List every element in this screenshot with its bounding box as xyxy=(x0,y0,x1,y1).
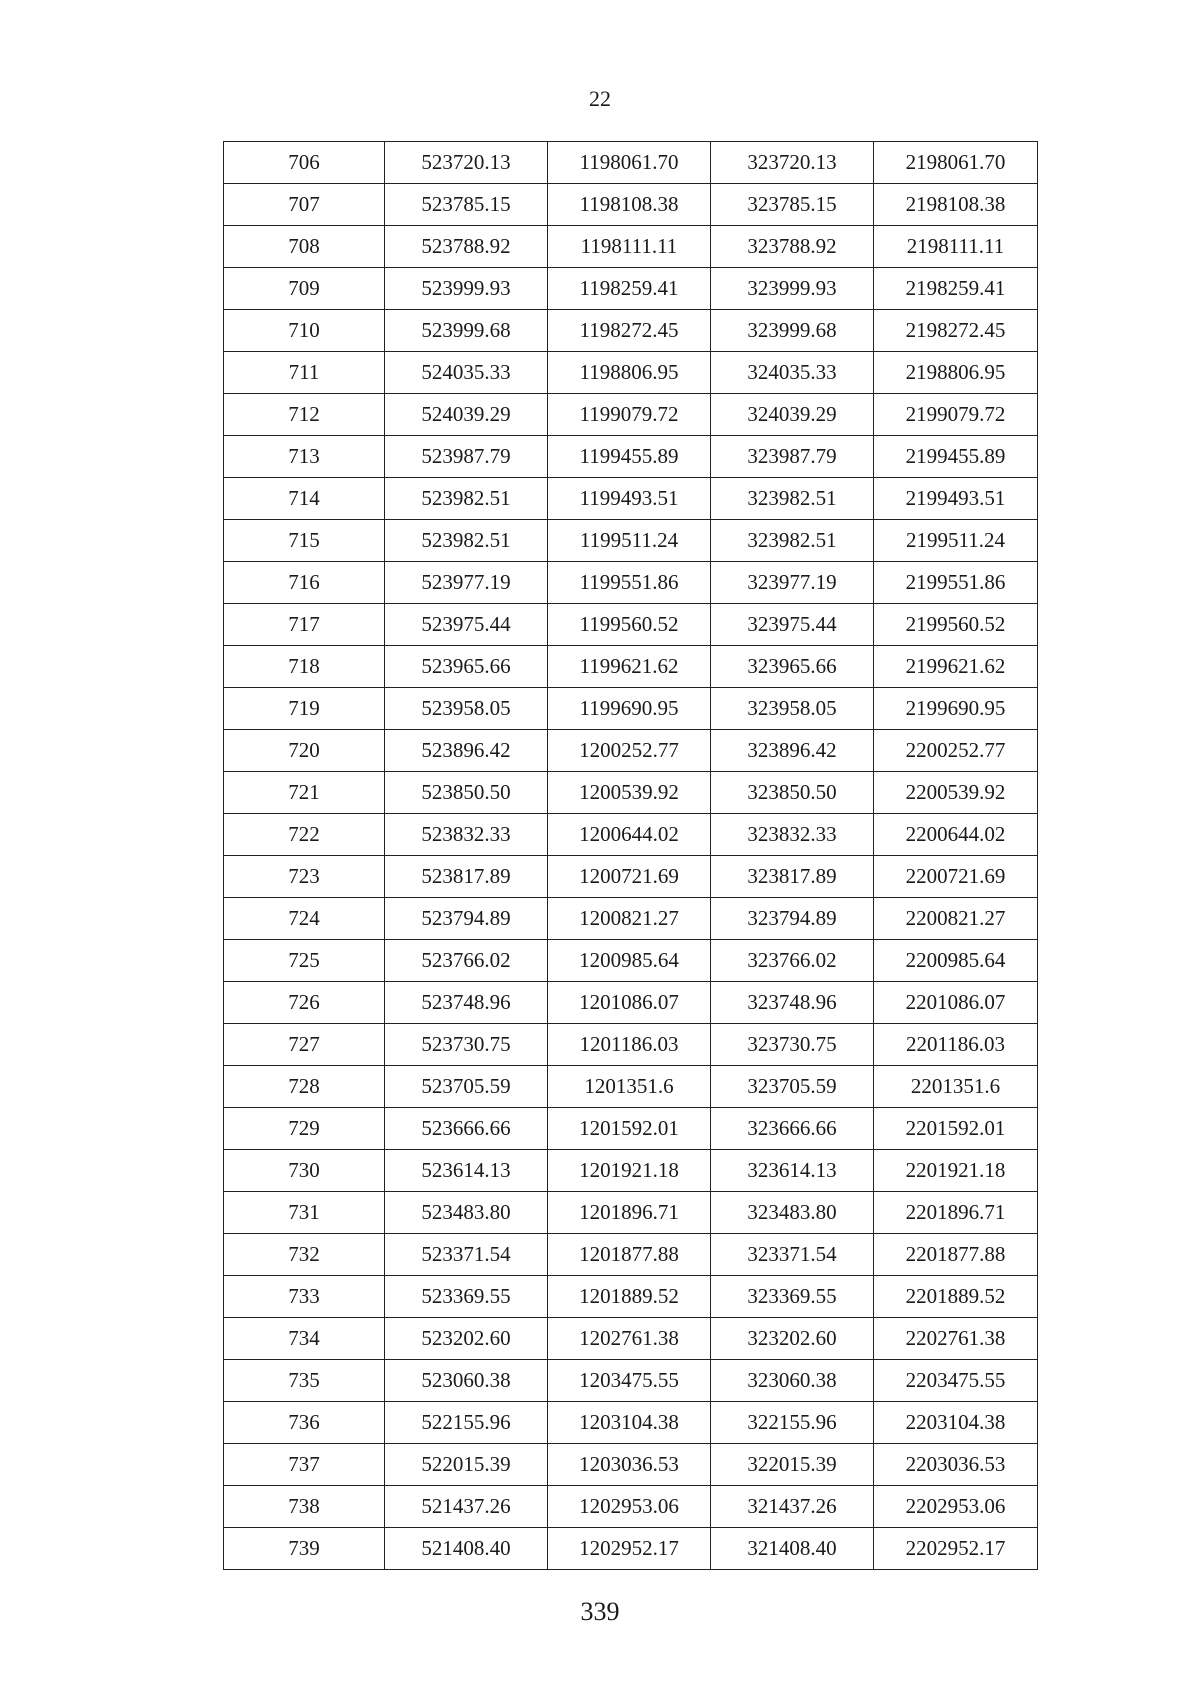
coord-b-cell: 1200644.02 xyxy=(548,814,711,856)
coord-b-cell: 1199493.51 xyxy=(548,478,711,520)
coord-c-cell: 323705.59 xyxy=(711,1066,874,1108)
coord-a-cell: 523369.55 xyxy=(385,1276,548,1318)
table-row xyxy=(224,1108,1038,1150)
coord-c-cell: 323371.54 xyxy=(711,1234,874,1276)
coord-c-cell: 323975.44 xyxy=(711,604,874,646)
coord-a-cell: 523999.68 xyxy=(385,310,548,352)
coordinate-table-body xyxy=(224,142,1038,1570)
coord-c-cell: 323896.42 xyxy=(711,730,874,772)
coord-b-cell: 1198259.41 xyxy=(548,268,711,310)
point-number-cell: 713 xyxy=(224,436,385,478)
coord-d-cell: 2201351.6 xyxy=(874,1066,1038,1108)
coord-d-cell: 2203036.53 xyxy=(874,1444,1038,1486)
point-number-cell: 714 xyxy=(224,478,385,520)
coord-a-cell: 523982.51 xyxy=(385,520,548,562)
point-number-cell: 722 xyxy=(224,814,385,856)
point-number-cell: 706 xyxy=(224,142,385,184)
coord-b-cell: 1201889.52 xyxy=(548,1276,711,1318)
coord-b-cell: 1201351.6 xyxy=(548,1066,711,1108)
coord-b-cell: 1201921.18 xyxy=(548,1150,711,1192)
point-number-cell: 710 xyxy=(224,310,385,352)
table-row xyxy=(224,688,1038,730)
coord-a-cell: 523202.60 xyxy=(385,1318,548,1360)
table-row xyxy=(224,982,1038,1024)
table-row xyxy=(224,394,1038,436)
coord-c-cell: 323748.96 xyxy=(711,982,874,1024)
coord-b-cell: 1201877.88 xyxy=(548,1234,711,1276)
table-row xyxy=(224,142,1038,184)
coord-a-cell: 523705.59 xyxy=(385,1066,548,1108)
point-number-cell: 720 xyxy=(224,730,385,772)
coord-b-cell: 1199690.95 xyxy=(548,688,711,730)
point-number-cell: 711 xyxy=(224,352,385,394)
table-row xyxy=(224,268,1038,310)
point-number-cell: 733 xyxy=(224,1276,385,1318)
coordinate-table xyxy=(223,141,1038,1570)
point-number-cell: 739 xyxy=(224,1528,385,1570)
coord-a-cell: 523730.75 xyxy=(385,1024,548,1066)
point-number-cell: 738 xyxy=(224,1486,385,1528)
coord-d-cell: 2202761.38 xyxy=(874,1318,1038,1360)
coord-d-cell: 2199493.51 xyxy=(874,478,1038,520)
point-number-cell: 730 xyxy=(224,1150,385,1192)
coord-b-cell: 1201086.07 xyxy=(548,982,711,1024)
coord-a-cell: 523666.66 xyxy=(385,1108,548,1150)
coord-b-cell: 1203475.55 xyxy=(548,1360,711,1402)
table-row xyxy=(224,1528,1038,1570)
coord-d-cell: 2201896.71 xyxy=(874,1192,1038,1234)
coord-a-cell: 523817.89 xyxy=(385,856,548,898)
point-number-cell: 725 xyxy=(224,940,385,982)
coord-d-cell: 2198111.11 xyxy=(874,226,1038,268)
point-number-cell: 735 xyxy=(224,1360,385,1402)
coord-c-cell: 323785.15 xyxy=(711,184,874,226)
table-row xyxy=(224,520,1038,562)
coord-d-cell: 2200821.27 xyxy=(874,898,1038,940)
coord-b-cell: 1200539.92 xyxy=(548,772,711,814)
table-row xyxy=(224,1276,1038,1318)
coord-d-cell: 2199560.52 xyxy=(874,604,1038,646)
table-row xyxy=(224,856,1038,898)
coord-c-cell: 323202.60 xyxy=(711,1318,874,1360)
coord-d-cell: 2199551.86 xyxy=(874,562,1038,604)
point-number-cell: 726 xyxy=(224,982,385,1024)
coord-a-cell: 523748.96 xyxy=(385,982,548,1024)
coord-c-cell: 323832.33 xyxy=(711,814,874,856)
coord-d-cell: 2200985.64 xyxy=(874,940,1038,982)
table-row xyxy=(224,1318,1038,1360)
coord-c-cell: 323977.19 xyxy=(711,562,874,604)
table-row xyxy=(224,898,1038,940)
coord-b-cell: 1202953.06 xyxy=(548,1486,711,1528)
coord-c-cell: 323788.92 xyxy=(711,226,874,268)
table-row xyxy=(224,1486,1038,1528)
coord-a-cell: 523977.19 xyxy=(385,562,548,604)
point-number-cell: 715 xyxy=(224,520,385,562)
coord-a-cell: 523060.38 xyxy=(385,1360,548,1402)
table-row xyxy=(224,814,1038,856)
coord-b-cell: 1199621.62 xyxy=(548,646,711,688)
coord-b-cell: 1201592.01 xyxy=(548,1108,711,1150)
coord-d-cell: 2198806.95 xyxy=(874,352,1038,394)
coord-b-cell: 1200985.64 xyxy=(548,940,711,982)
point-number-cell: 716 xyxy=(224,562,385,604)
coord-b-cell: 1202761.38 xyxy=(548,1318,711,1360)
coord-d-cell: 2201877.88 xyxy=(874,1234,1038,1276)
coord-b-cell: 1201896.71 xyxy=(548,1192,711,1234)
coord-b-cell: 1198272.45 xyxy=(548,310,711,352)
point-number-cell: 724 xyxy=(224,898,385,940)
coord-b-cell: 1198111.11 xyxy=(548,226,711,268)
coord-a-cell: 523850.50 xyxy=(385,772,548,814)
point-number-cell: 717 xyxy=(224,604,385,646)
point-number-cell: 737 xyxy=(224,1444,385,1486)
point-number-cell: 712 xyxy=(224,394,385,436)
coord-b-cell: 1200821.27 xyxy=(548,898,711,940)
coord-c-cell: 323666.66 xyxy=(711,1108,874,1150)
coord-c-cell: 323999.68 xyxy=(711,310,874,352)
table-row xyxy=(224,436,1038,478)
coord-b-cell: 1199551.86 xyxy=(548,562,711,604)
coord-a-cell: 523614.13 xyxy=(385,1150,548,1192)
coord-c-cell: 323982.51 xyxy=(711,478,874,520)
coord-b-cell: 1199455.89 xyxy=(548,436,711,478)
coord-b-cell: 1199079.72 xyxy=(548,394,711,436)
coord-d-cell: 2200721.69 xyxy=(874,856,1038,898)
coord-d-cell: 2201592.01 xyxy=(874,1108,1038,1150)
page-footer-number: 339 xyxy=(580,1597,620,1626)
coord-d-cell: 2199511.24 xyxy=(874,520,1038,562)
coord-a-cell: 523794.89 xyxy=(385,898,548,940)
coord-c-cell: 323817.89 xyxy=(711,856,874,898)
table-row xyxy=(224,562,1038,604)
coord-c-cell: 323720.13 xyxy=(711,142,874,184)
coord-b-cell: 1198061.70 xyxy=(548,142,711,184)
coord-c-cell: 324039.29 xyxy=(711,394,874,436)
point-number-cell: 723 xyxy=(224,856,385,898)
coord-c-cell: 323794.89 xyxy=(711,898,874,940)
coord-d-cell: 2202952.17 xyxy=(874,1528,1038,1570)
coord-a-cell: 523720.13 xyxy=(385,142,548,184)
point-number-cell: 729 xyxy=(224,1108,385,1150)
point-number-cell: 736 xyxy=(224,1402,385,1444)
table-row xyxy=(224,604,1038,646)
coord-d-cell: 2199079.72 xyxy=(874,394,1038,436)
coord-a-cell: 523371.54 xyxy=(385,1234,548,1276)
coord-a-cell: 523982.51 xyxy=(385,478,548,520)
coord-c-cell: 323730.75 xyxy=(711,1024,874,1066)
point-number-cell: 727 xyxy=(224,1024,385,1066)
table-row xyxy=(224,1192,1038,1234)
coord-b-cell: 1203104.38 xyxy=(548,1402,711,1444)
coord-a-cell: 523896.42 xyxy=(385,730,548,772)
coord-a-cell: 523965.66 xyxy=(385,646,548,688)
coord-a-cell: 523832.33 xyxy=(385,814,548,856)
coord-b-cell: 1202952.17 xyxy=(548,1528,711,1570)
coord-b-cell: 1198108.38 xyxy=(548,184,711,226)
coord-d-cell: 2201086.07 xyxy=(874,982,1038,1024)
coord-a-cell: 523788.92 xyxy=(385,226,548,268)
table-row xyxy=(224,1360,1038,1402)
coord-a-cell: 521408.40 xyxy=(385,1528,548,1570)
coord-b-cell: 1203036.53 xyxy=(548,1444,711,1486)
point-number-cell: 734 xyxy=(224,1318,385,1360)
table-row xyxy=(224,1150,1038,1192)
coord-c-cell: 323060.38 xyxy=(711,1360,874,1402)
coord-d-cell: 2199690.95 xyxy=(874,688,1038,730)
coord-d-cell: 2198272.45 xyxy=(874,310,1038,352)
coord-b-cell: 1200721.69 xyxy=(548,856,711,898)
table-row xyxy=(224,1444,1038,1486)
coord-c-cell: 322155.96 xyxy=(711,1402,874,1444)
coord-c-cell: 323766.02 xyxy=(711,940,874,982)
coord-a-cell: 523958.05 xyxy=(385,688,548,730)
coord-c-cell: 323965.66 xyxy=(711,646,874,688)
point-number-cell: 728 xyxy=(224,1066,385,1108)
coord-c-cell: 324035.33 xyxy=(711,352,874,394)
coord-d-cell: 2199621.62 xyxy=(874,646,1038,688)
coord-d-cell: 2200644.02 xyxy=(874,814,1038,856)
coord-a-cell: 522015.39 xyxy=(385,1444,548,1486)
coord-d-cell: 2201889.52 xyxy=(874,1276,1038,1318)
coord-c-cell: 323369.55 xyxy=(711,1276,874,1318)
coord-c-cell: 323958.05 xyxy=(711,688,874,730)
table-row xyxy=(224,184,1038,226)
table-row xyxy=(224,478,1038,520)
coord-c-cell: 323999.93 xyxy=(711,268,874,310)
point-number-cell: 709 xyxy=(224,268,385,310)
coord-d-cell: 2198108.38 xyxy=(874,184,1038,226)
point-number-cell: 708 xyxy=(224,226,385,268)
table-row xyxy=(224,730,1038,772)
coord-a-cell: 523483.80 xyxy=(385,1192,548,1234)
coord-d-cell: 2200539.92 xyxy=(874,772,1038,814)
coord-b-cell: 1200252.77 xyxy=(548,730,711,772)
coord-b-cell: 1201186.03 xyxy=(548,1024,711,1066)
coord-a-cell: 523785.15 xyxy=(385,184,548,226)
coord-c-cell: 323987.79 xyxy=(711,436,874,478)
coord-a-cell: 523987.79 xyxy=(385,436,548,478)
coord-c-cell: 321408.40 xyxy=(711,1528,874,1570)
page-header-number: 22 xyxy=(589,86,611,111)
table-row xyxy=(224,1066,1038,1108)
coord-a-cell: 524035.33 xyxy=(385,352,548,394)
coord-d-cell: 2198061.70 xyxy=(874,142,1038,184)
coord-d-cell: 2200252.77 xyxy=(874,730,1038,772)
coord-a-cell: 524039.29 xyxy=(385,394,548,436)
coord-c-cell: 322015.39 xyxy=(711,1444,874,1486)
point-number-cell: 718 xyxy=(224,646,385,688)
point-number-cell: 719 xyxy=(224,688,385,730)
coord-d-cell: 2199455.89 xyxy=(874,436,1038,478)
coord-b-cell: 1199560.52 xyxy=(548,604,711,646)
table-row xyxy=(224,940,1038,982)
coord-a-cell: 523975.44 xyxy=(385,604,548,646)
coord-d-cell: 2201186.03 xyxy=(874,1024,1038,1066)
table-row xyxy=(224,352,1038,394)
table-row xyxy=(224,1402,1038,1444)
coordinate-table-container xyxy=(223,141,1032,1570)
coord-c-cell: 323483.80 xyxy=(711,1192,874,1234)
point-number-cell: 721 xyxy=(224,772,385,814)
point-number-cell: 732 xyxy=(224,1234,385,1276)
coord-a-cell: 521437.26 xyxy=(385,1486,548,1528)
coord-c-cell: 323614.13 xyxy=(711,1150,874,1192)
coord-d-cell: 2201921.18 xyxy=(874,1150,1038,1192)
table-row xyxy=(224,226,1038,268)
table-row xyxy=(224,646,1038,688)
coord-d-cell: 2203104.38 xyxy=(874,1402,1038,1444)
coord-b-cell: 1198806.95 xyxy=(548,352,711,394)
coord-a-cell: 522155.96 xyxy=(385,1402,548,1444)
table-row xyxy=(224,1234,1038,1276)
coord-b-cell: 1199511.24 xyxy=(548,520,711,562)
coord-c-cell: 323982.51 xyxy=(711,520,874,562)
coord-a-cell: 523999.93 xyxy=(385,268,548,310)
coord-d-cell: 2202953.06 xyxy=(874,1486,1038,1528)
point-number-cell: 731 xyxy=(224,1192,385,1234)
coord-c-cell: 321437.26 xyxy=(711,1486,874,1528)
point-number-cell: 707 xyxy=(224,184,385,226)
coord-d-cell: 2198259.41 xyxy=(874,268,1038,310)
table-row xyxy=(224,772,1038,814)
coord-d-cell: 2203475.55 xyxy=(874,1360,1038,1402)
table-row xyxy=(224,1024,1038,1066)
coord-c-cell: 323850.50 xyxy=(711,772,874,814)
coord-a-cell: 523766.02 xyxy=(385,940,548,982)
table-row xyxy=(224,310,1038,352)
